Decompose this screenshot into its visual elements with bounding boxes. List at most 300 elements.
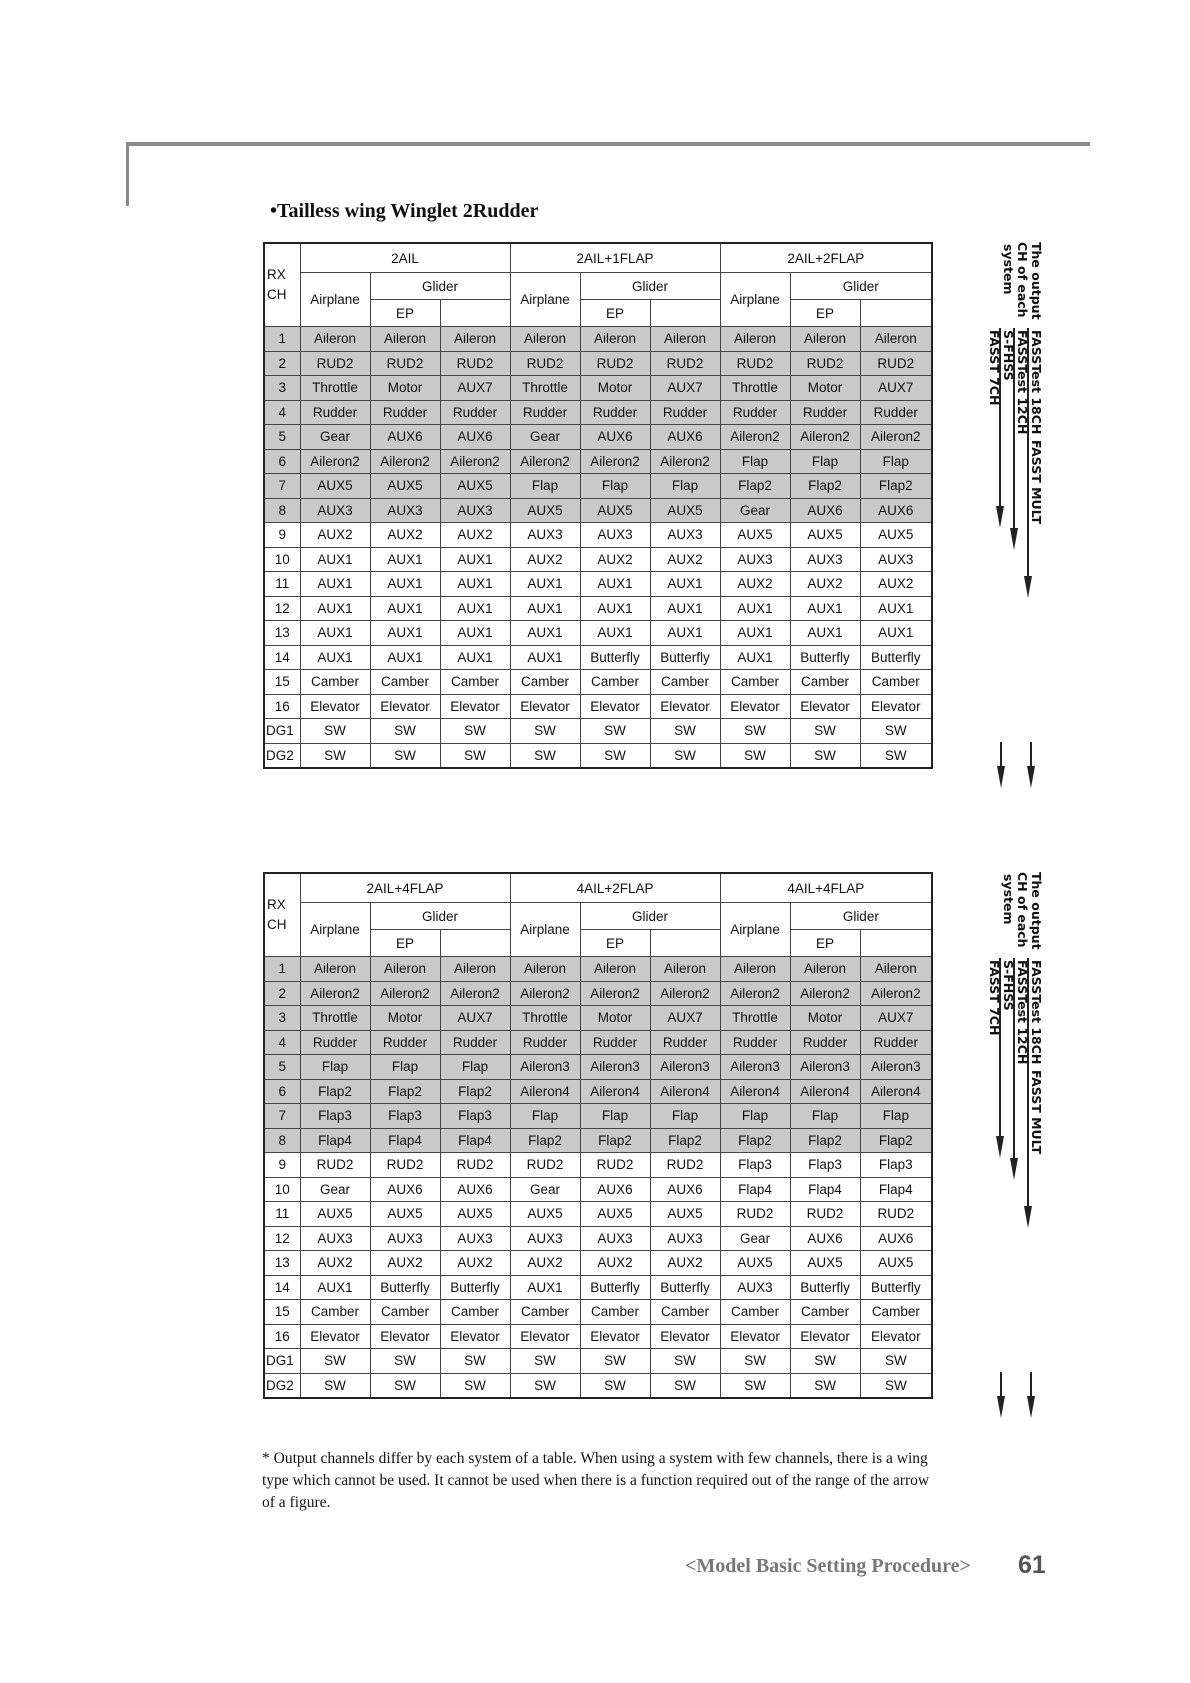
channel-function: Rudder: [790, 400, 860, 425]
channel-function: Elevator: [370, 1324, 440, 1349]
channel-function: SW: [860, 743, 932, 768]
channel-function: SW: [860, 1349, 932, 1374]
channel-function: Aileron4: [650, 1079, 720, 1104]
channel-function: AUX1: [300, 547, 370, 572]
channel-number: 16: [264, 694, 300, 719]
channel-function: Elevator: [440, 1324, 510, 1349]
channel-function: RUD2: [370, 1153, 440, 1178]
table-row: [264, 743, 932, 768]
channel-function: Elevator: [440, 694, 510, 719]
channel-number: 6: [264, 449, 300, 474]
channel-function: Rudder: [860, 1030, 932, 1055]
channel-function: AUX2: [860, 572, 932, 597]
channel-function: AUX2: [580, 1251, 650, 1276]
channel-number: 4: [264, 400, 300, 425]
channel-function: Elevator: [650, 694, 720, 719]
channel-function: AUX1: [370, 547, 440, 572]
channel-function: Rudder: [370, 400, 440, 425]
header-row-groups: [264, 873, 932, 903]
channel-function: AUX3: [440, 1226, 510, 1251]
channel-function: Gear: [720, 1226, 790, 1251]
channel-function: Aileron: [510, 327, 580, 352]
channel-function: AUX5: [580, 1202, 650, 1227]
channel-function: Flap: [370, 1055, 440, 1080]
channel-function: AUX7: [440, 1006, 510, 1031]
channel-function: AUX7: [650, 1006, 720, 1031]
channel-function: AUX2: [370, 1251, 440, 1276]
channel-function: AUX5: [510, 498, 580, 523]
fasst-mult-label: FASST MULT: [1029, 1070, 1044, 1155]
table-row: [264, 1128, 932, 1153]
channel-function: SW: [510, 1349, 580, 1374]
channel-function: Camber: [510, 1300, 580, 1325]
channel-function: Aileron2: [580, 449, 650, 474]
airplane-header: Airplane: [720, 903, 790, 957]
channel-function: AUX5: [720, 1251, 790, 1276]
channel-function: AUX3: [300, 1226, 370, 1251]
ep-header: EP: [580, 930, 650, 957]
channel-function: RUD2: [300, 351, 370, 376]
systems-header-label: The output: [1029, 242, 1044, 320]
channel-function: AUX2: [650, 547, 720, 572]
channel-function: Throttle: [300, 376, 370, 401]
s-fhss-label: S-FHSS: [1001, 960, 1016, 1011]
channel-function: AUX1: [720, 645, 790, 670]
channel-function: Elevator: [580, 694, 650, 719]
channel-function: Flap4: [720, 1177, 790, 1202]
channel-function: Aileron2: [860, 425, 932, 450]
channel-function: AUX2: [720, 572, 790, 597]
table-row: [264, 1373, 932, 1398]
channel-function: AUX2: [440, 523, 510, 548]
channel-function: Aileron3: [580, 1055, 650, 1080]
channel-function: SW: [510, 1373, 580, 1398]
channel-number: 7: [264, 1104, 300, 1129]
channel-function: Camber: [580, 670, 650, 695]
channel-function: Aileron4: [720, 1079, 790, 1104]
channel-function: Flap3: [860, 1153, 932, 1178]
channel-function: SW: [300, 1373, 370, 1398]
systems-header-label: CH of each: [1015, 242, 1030, 318]
channel-function: Throttle: [510, 1006, 580, 1031]
channel-function: Throttle: [720, 376, 790, 401]
channel-function: Camber: [790, 1300, 860, 1325]
table-row: [264, 523, 932, 548]
systems-header-label: The output: [1029, 872, 1044, 950]
channel-function: AUX7: [860, 376, 932, 401]
channel-table-1: [263, 242, 931, 769]
channel-function: Camber: [650, 1300, 720, 1325]
channel-function: SW: [510, 719, 580, 744]
channel-function: AUX5: [300, 1202, 370, 1227]
channel-function: SW: [370, 1373, 440, 1398]
channel-function: Butterfly: [580, 1275, 650, 1300]
ep-header: EP: [790, 300, 860, 327]
channel-function: SW: [860, 719, 932, 744]
fasst-18ch-label: FASSTest 18CH: [1029, 960, 1044, 1065]
channel-function: SW: [650, 1373, 720, 1398]
channel-function: Aileron3: [510, 1055, 580, 1080]
channel-function: Flap: [860, 449, 932, 474]
channel-function: Flap: [580, 1104, 650, 1129]
channel-function: Aileron: [440, 957, 510, 982]
channel-function: SW: [650, 719, 720, 744]
channel-function: AUX6: [790, 1226, 860, 1251]
channel-function: AUX6: [370, 1177, 440, 1202]
channel-function: Rudder: [440, 400, 510, 425]
table-row: [264, 1030, 932, 1055]
channel-function: AUX1: [510, 572, 580, 597]
channel-function: Rudder: [720, 1030, 790, 1055]
channel-function: Flap2: [370, 1079, 440, 1104]
table-row: [264, 327, 932, 352]
channel-number: 3: [264, 1006, 300, 1031]
table-row: [264, 547, 932, 572]
channel-number: 13: [264, 621, 300, 646]
channel-function: AUX2: [510, 1251, 580, 1276]
channel-number: 1: [264, 957, 300, 982]
channel-number: 10: [264, 547, 300, 572]
channel-function: Aileron2: [580, 981, 650, 1006]
table-row: [264, 1300, 932, 1325]
channel-function: Butterfly: [440, 1275, 510, 1300]
section-heading: •Tailless wing Winglet 2Rudder: [270, 200, 539, 222]
channel-function: Aileron: [580, 957, 650, 982]
channel-function: Flap2: [720, 1128, 790, 1153]
channel-function: Aileron2: [790, 425, 860, 450]
channel-function: AUX6: [860, 498, 932, 523]
channel-function: Aileron2: [720, 425, 790, 450]
table-row: [264, 1251, 932, 1276]
channel-function: SW: [650, 743, 720, 768]
channel-function: AUX1: [370, 645, 440, 670]
table-row: [264, 621, 932, 646]
channel-function: SW: [580, 743, 650, 768]
channel-function: SW: [650, 1349, 720, 1374]
channel-function: SW: [720, 719, 790, 744]
output-systems-panel-2: [935, 872, 1055, 1420]
channel-function: Gear: [510, 425, 580, 450]
channel-function: AUX6: [440, 1177, 510, 1202]
rx-label: RX: [267, 267, 286, 282]
channel-number: DG1: [264, 1349, 300, 1374]
channel-function: AUX5: [440, 1202, 510, 1227]
channel-function: Butterfly: [860, 1275, 932, 1300]
table-row: [264, 449, 932, 474]
channel-function: Throttle: [510, 376, 580, 401]
blank-header: [650, 300, 720, 327]
table-row: [264, 1275, 932, 1300]
channel-function: SW: [580, 1349, 650, 1374]
fasst-7ch-range-arrow: [996, 328, 1004, 528]
channel-function: Aileron: [510, 957, 580, 982]
channel-function: Gear: [510, 1177, 580, 1202]
channel-function: Aileron2: [860, 981, 932, 1006]
channel-function: Motor: [370, 376, 440, 401]
channel-function: Aileron2: [650, 981, 720, 1006]
channel-function: AUX1: [440, 621, 510, 646]
table-row: [264, 376, 932, 401]
airplane-header: Airplane: [300, 273, 370, 327]
channel-function: AUX1: [370, 621, 440, 646]
channel-function: Camber: [370, 1300, 440, 1325]
channel-function: Elevator: [370, 694, 440, 719]
channel-function: AUX1: [580, 621, 650, 646]
channel-function: SW: [370, 743, 440, 768]
channel-function: Rudder: [790, 1030, 860, 1055]
table-row: [264, 1226, 932, 1251]
channel-function: AUX1: [440, 547, 510, 572]
channel-function: SW: [440, 719, 510, 744]
table-row: [264, 425, 932, 450]
glider-header: Glider: [370, 903, 510, 930]
table-row: [264, 1153, 932, 1178]
channel-function: Butterfly: [790, 645, 860, 670]
channel-function: Aileron4: [580, 1079, 650, 1104]
channel-function: Camber: [860, 1300, 932, 1325]
channel-function: RUD2: [650, 351, 720, 376]
channel-number: 4: [264, 1030, 300, 1055]
channel-number: DG2: [264, 743, 300, 768]
channel-function: AUX3: [860, 547, 932, 572]
channel-number: 9: [264, 523, 300, 548]
wing-type-header: 2AIL+1FLAP: [510, 243, 720, 273]
glider-header: Glider: [790, 903, 932, 930]
fasst-7ch-range-arrow: [996, 958, 1004, 1158]
channel-function: Aileron2: [510, 449, 580, 474]
channel-function: Elevator: [300, 694, 370, 719]
rx-ch-header: [264, 873, 300, 957]
channel-function: SW: [300, 719, 370, 744]
channel-function: SW: [440, 1373, 510, 1398]
channel-function: Flap: [440, 1055, 510, 1080]
channel-function: Flap: [790, 449, 860, 474]
channel-function: Aileron2: [440, 449, 510, 474]
channel-function: AUX3: [300, 498, 370, 523]
channel-function: Flap2: [790, 474, 860, 499]
table-row: [264, 719, 932, 744]
ep-header: EP: [370, 300, 440, 327]
channel-function: Gear: [300, 1177, 370, 1202]
blank-header: [860, 300, 932, 327]
channel-function: Flap2: [300, 1079, 370, 1104]
channel-function: AUX5: [370, 1202, 440, 1227]
channel-number: 11: [264, 1202, 300, 1227]
channel-function: Aileron3: [720, 1055, 790, 1080]
channel-function: SW: [300, 1349, 370, 1374]
channel-function: Flap: [720, 1104, 790, 1129]
page-number: 61: [1018, 1551, 1046, 1579]
channel-function: Flap2: [580, 1128, 650, 1153]
channel-function: Gear: [300, 425, 370, 450]
channel-function: AUX3: [510, 1226, 580, 1251]
table-row: [264, 670, 932, 695]
glider-header: Glider: [790, 273, 932, 300]
wing-type-header: 4AIL+2FLAP: [510, 873, 720, 903]
channel-function: AUX1: [370, 572, 440, 597]
channel-function: Camber: [720, 1300, 790, 1325]
channel-function: AUX1: [440, 645, 510, 670]
channel-function: Camber: [650, 670, 720, 695]
channel-function: SW: [440, 743, 510, 768]
channel-function: Flap: [510, 1104, 580, 1129]
channel-function: Rudder: [510, 1030, 580, 1055]
channel-function: AUX1: [300, 1275, 370, 1300]
channel-function: Rudder: [300, 1030, 370, 1055]
channel-function: AUX1: [510, 596, 580, 621]
channel-function: Elevator: [300, 1324, 370, 1349]
channel-number: 8: [264, 1128, 300, 1153]
table-row: [264, 1349, 932, 1374]
channel-function: AUX1: [580, 572, 650, 597]
table-row: [264, 694, 932, 719]
ep-header: EP: [580, 300, 650, 327]
table-row: [264, 645, 932, 670]
channel-function: Camber: [720, 670, 790, 695]
channel-function: SW: [790, 743, 860, 768]
wing-type-header: 2AIL+4FLAP: [300, 873, 510, 903]
airplane-header: Airplane: [510, 273, 580, 327]
channel-number: 9: [264, 1153, 300, 1178]
channel-function: Aileron2: [300, 449, 370, 474]
system-range-arrows: [935, 872, 1055, 1420]
channel-function: AUX1: [860, 621, 932, 646]
channel-function: Aileron: [370, 327, 440, 352]
channel-function: AUX6: [580, 425, 650, 450]
channel-function: AUX2: [440, 1251, 510, 1276]
channel-function: AUX6: [580, 1177, 650, 1202]
table-row: [264, 1079, 932, 1104]
channel-function: Butterfly: [370, 1275, 440, 1300]
channel-function: AUX5: [580, 498, 650, 523]
fasst-12ch-range-arrow: [1024, 328, 1032, 598]
glider-header: Glider: [580, 273, 720, 300]
channel-number: 3: [264, 376, 300, 401]
channel-function: Rudder: [510, 400, 580, 425]
channel-number: 8: [264, 498, 300, 523]
channel-function: Aileron: [440, 327, 510, 352]
channel-function: Aileron3: [790, 1055, 860, 1080]
channel-function: Aileron: [370, 957, 440, 982]
table-row: [264, 1006, 932, 1031]
blank-header: [440, 930, 510, 957]
blank-header: [440, 300, 510, 327]
channel-function: Rudder: [580, 400, 650, 425]
channel-function: Flap3: [370, 1104, 440, 1129]
channel-function: AUX2: [790, 572, 860, 597]
airplane-header: Airplane: [300, 903, 370, 957]
channel-function: Aileron4: [860, 1079, 932, 1104]
channel-function: Aileron: [720, 327, 790, 352]
channel-function: Camber: [860, 670, 932, 695]
channel-function: Flap4: [860, 1177, 932, 1202]
channel-function: AUX5: [650, 498, 720, 523]
channel-function: RUD2: [580, 1153, 650, 1178]
ep-header: EP: [370, 930, 440, 957]
channel-function: Aileron: [300, 327, 370, 352]
channel-function: AUX1: [510, 621, 580, 646]
channel-function: AUX5: [720, 523, 790, 548]
channel-function: SW: [440, 1349, 510, 1374]
fasst-12ch-range-arrow: [1024, 958, 1032, 1228]
channel-function: SW: [720, 1349, 790, 1374]
channel-function: AUX3: [650, 523, 720, 548]
channel-function: Elevator: [650, 1324, 720, 1349]
channel-function: AUX1: [650, 621, 720, 646]
channel-function: Aileron: [580, 327, 650, 352]
channel-function: Motor: [580, 1006, 650, 1031]
channel-function: Flap: [720, 449, 790, 474]
channel-function: Rudder: [370, 1030, 440, 1055]
channel-function: RUD2: [860, 1202, 932, 1227]
channel-function: RUD2: [510, 1153, 580, 1178]
channel-function: RUD2: [790, 351, 860, 376]
channel-function: AUX3: [580, 1226, 650, 1251]
channel-function: AUX1: [300, 645, 370, 670]
channel-function: AUX2: [370, 523, 440, 548]
channel-function: AUX1: [300, 596, 370, 621]
channel-function: Aileron2: [370, 981, 440, 1006]
channel-function: AUX6: [860, 1226, 932, 1251]
channel-function: AUX1: [370, 596, 440, 621]
channel-function: Rudder: [650, 400, 720, 425]
channel-function: Flap: [650, 1104, 720, 1129]
channel-number: 14: [264, 1275, 300, 1300]
channel-number: 10: [264, 1177, 300, 1202]
channel-function: AUX3: [370, 498, 440, 523]
channel-number: 1: [264, 327, 300, 352]
channel-function: Camber: [370, 670, 440, 695]
channel-function: Flap: [510, 474, 580, 499]
channel-function: RUD2: [860, 351, 932, 376]
channel-function: AUX6: [440, 425, 510, 450]
channel-function: Elevator: [510, 1324, 580, 1349]
table-row: [264, 1324, 932, 1349]
systems-header-label: CH of each: [1015, 872, 1030, 948]
fasst-mult-label: FASST MULT: [1029, 440, 1044, 525]
channel-function: AUX3: [440, 498, 510, 523]
channel-function: AUX1: [440, 596, 510, 621]
table-row: [264, 400, 932, 425]
channel-function: AUX3: [720, 1275, 790, 1300]
channel-function: SW: [580, 1373, 650, 1398]
fasst-mult-range-arrow: [1027, 1372, 1035, 1418]
channel-function: AUX5: [790, 523, 860, 548]
output-systems-panel-1: [935, 242, 1055, 790]
channel-function: SW: [370, 719, 440, 744]
channel-function: AUX1: [300, 572, 370, 597]
channel-function: Aileron: [790, 327, 860, 352]
footnote: * Output channels differ by each system of a table. When using a system with few channels, there is a wing type which cannot be used. It cannot be used when there is a function required out of the range of the arrow of a figure.: [262, 1450, 930, 1511]
channel-function: AUX2: [580, 547, 650, 572]
channel-function: RUD2: [440, 351, 510, 376]
channel-function: Aileron: [790, 957, 860, 982]
channel-function: Aileron: [650, 327, 720, 352]
table-row: [264, 981, 932, 1006]
channel-function: AUX5: [370, 474, 440, 499]
channel-number: 5: [264, 1055, 300, 1080]
channel-function: RUD2: [580, 351, 650, 376]
channel-function: Aileron4: [510, 1079, 580, 1104]
channel-function: Butterfly: [580, 645, 650, 670]
channel-function: AUX1: [720, 621, 790, 646]
channel-function: Flap4: [370, 1128, 440, 1153]
channel-function: Rudder: [440, 1030, 510, 1055]
channel-number: 2: [264, 351, 300, 376]
channel-function: AUX2: [300, 1251, 370, 1276]
channel-number: 13: [264, 1251, 300, 1276]
channel-function: Rudder: [650, 1030, 720, 1055]
